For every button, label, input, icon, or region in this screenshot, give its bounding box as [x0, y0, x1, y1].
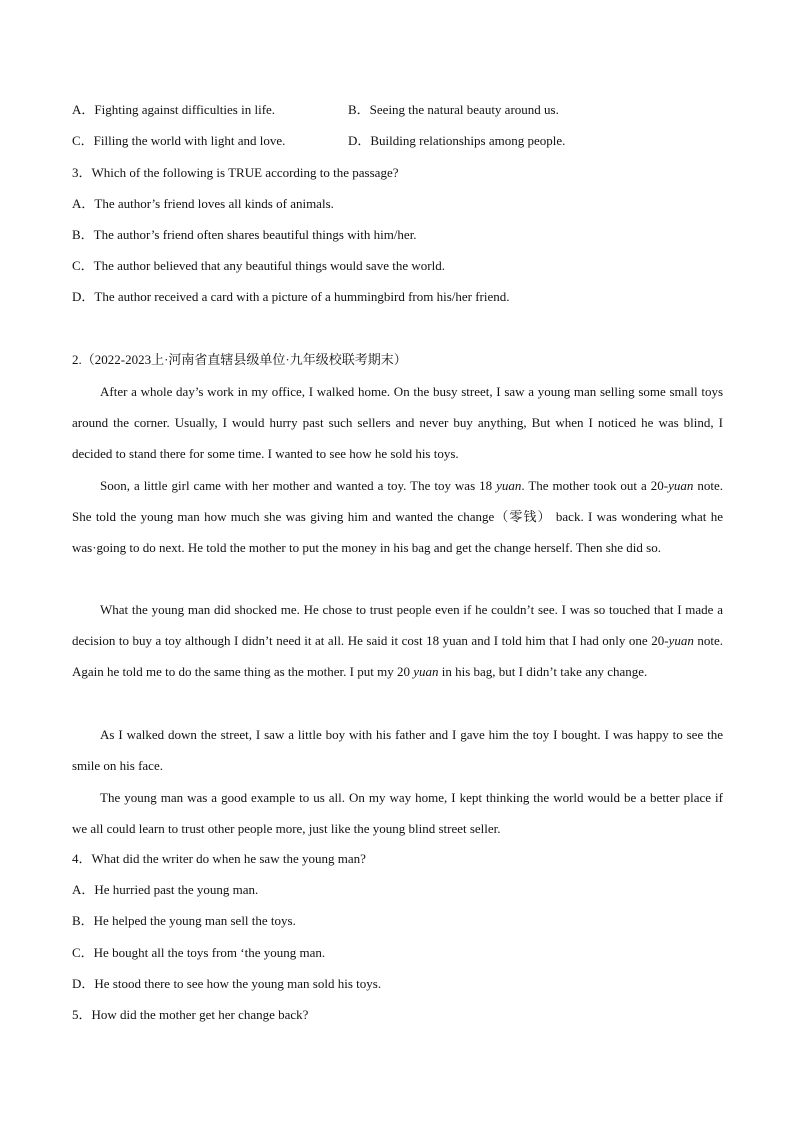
q2-option-c: C．Filling the world with light and love.: [72, 133, 286, 148]
q2-option-a: A．Fighting against difficulties in life.: [72, 102, 276, 117]
passage-paragraph-5: The young man was a good example to us all. On my way home, I kept thinking the world would be a better place if we all could learn to trust other people more, just like the young blind street seller.: [72, 790, 723, 837]
q3-stem: 3．Which of the following is TRUE according to the passage?: [72, 165, 399, 180]
passage-paragraph-4: As I walked down the street, I saw a little boy with his father and I gave him the toy I bought. I was happy to see the smile on his face.: [72, 727, 723, 774]
q4-option-d: D．He stood there to see how the young man sold his toys.: [72, 976, 382, 991]
q2-option-d: D．Building relationships among people.: [348, 133, 566, 148]
q3-option-c: C．The author believed that any beautiful things would save the world.: [72, 258, 445, 273]
passage-paragraph-2: Soon, a little girl came with her mother and wanted a toy. The toy was 18 yuan. The mother took out a 20-yuan note. She told the young man how much she was giving him and wanted the change（零钱） back. I was wondering what he was·going to do next. He told the mother to put the money in his bag and get the change herself. Then she did so.: [72, 478, 723, 556]
q4-option-a: A．He hurried past the young man.: [72, 882, 259, 897]
q3-option-d: D．The author received a card with a picture of a hummingbird from his/her friend.: [72, 289, 510, 304]
q4-stem: 4．What did the writer do when he saw the young man?: [72, 851, 366, 866]
q3-option-b: B．The author’s friend often shares beautiful things with him/her.: [72, 227, 417, 242]
q2-option-b: B．Seeing the natural beauty around us.: [348, 102, 559, 117]
q5-stem: 5．How did the mother get her change back?: [72, 1007, 309, 1022]
q3-option-a: A．The author’s friend loves all kinds of animals.: [72, 196, 334, 211]
q4-option-b: B．He helped the young man sell the toys.: [72, 913, 296, 928]
passage-paragraph-3: What the young man did shocked me. He chose to trust people even if he couldn’t see. I was so touched that I made a decision to buy a toy although I didn’t need it at all. He said it cost 18 yuan and I told him that I had only one 20-yuan note. Again he told me to do the same thing as the mother. I put my 20 yuan in his bag, but I didn’t take any change.: [72, 602, 723, 680]
q4-option-c: C．He bought all the toys from ‘the young man.: [72, 945, 326, 960]
passage-paragraph-1: After a whole day’s work in my office, I walked home. On the busy street, I saw a young man selling some small toys around the corner. Usually, I would hurry past such sellers and never buy anything, But when I noticed he was blind, I decided to stand there for some time. I wanted to see how he sold his toys.: [72, 384, 723, 462]
section-heading: 2.（2022-2023上·河南省直辖县级单位·九年级校联考期末）: [72, 352, 407, 367]
